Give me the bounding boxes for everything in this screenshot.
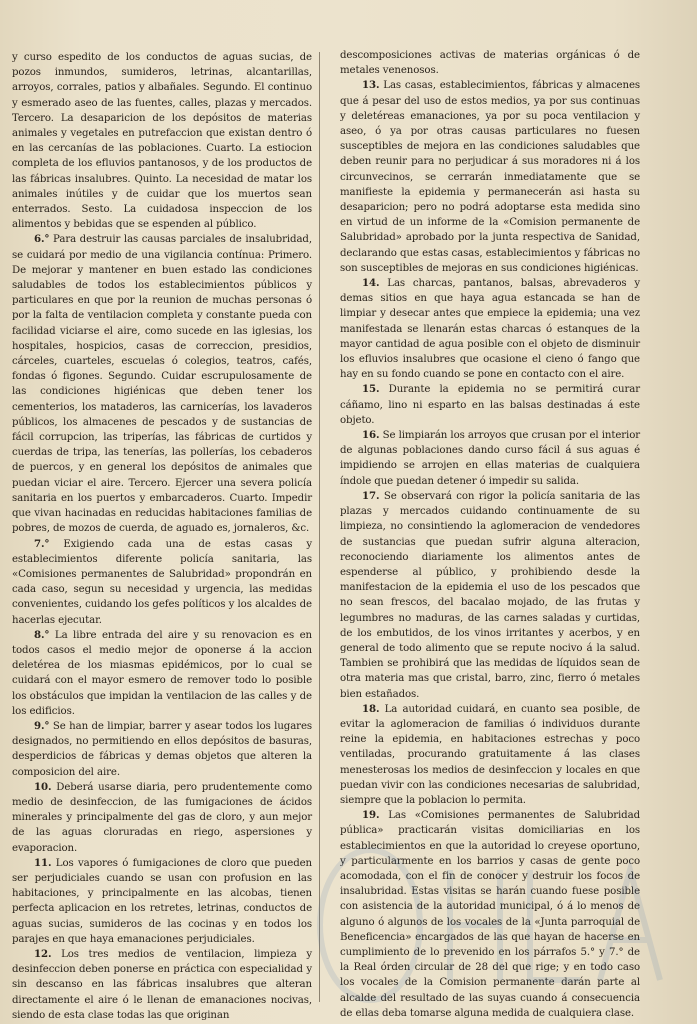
paragraph-continuation: descomposiciones activas de materias orgánicas ó de metales venenosos. — [340, 50, 640, 77]
paragraph-number: 7.° — [34, 537, 50, 550]
paragraph-number: 9.° — [34, 719, 50, 732]
paragraph-number: 15. — [362, 383, 380, 396]
paragraph-number: 13. — [362, 79, 380, 92]
paragraph-number: 17. — [362, 489, 380, 502]
paragraph-6: 6.° Para destruir las causas parciales de insalubridad, se cuidará por medio de una vigilancia contínua: Primero. De mejorar y mantener en buen estado las condiciones saludables de todos los establecimientos públicos y particulares en que por la reunion de muchas personas ó por la falta de ventilacion completa y constante pueda con facilidad viciarse el aire, como sucede en las iglesias, los hospitales, hospicios, casas de correccion, presidios, cárceles, cuarteles, escuelas ó colegios, teatros, cafés, fondas ó figones. Segundo. Cuidar escrupulosamente de las condiciones higiénicas que deben tener los cementerios, los mataderos, las carnicerías, los lavaderos públicos, los almacenes de pescados y de sustancias de fácil corrupcion, las triperías, las fábricas de curtidos y cuerdas de tripa, las tenerías, las pollerías, los cebaderos de puercos, y en general los depósitos de animales que puedan viciar el aire. Tercero. Ejercer una severa policía sanitaria en los puertos y embarcaderos. Cuarto. Impedir que vivan hacinadas en reducidas habitaciones familias de pobres, de mozos de cuerda, de aguado es, jornaleros, &c. — [12, 233, 312, 535]
paragraph-8: 8.° La libre entrada del aire y su renovacion es en todos casos el medio mejor de oponerse á la accion deletérea de los miasmas epidémicos, por lo cual se cuidará con el mayor esmero de remover todo lo posible los obstáculos que impidan la ventilacion de las calles y de los edificios. — [12, 628, 312, 717]
paragraph-number: 14. — [362, 277, 380, 290]
paragraph-13: 13. Las casas, establecimientos, fábricas y almacenes que á pesar del uso de estos medios, ya por sus continuas y deletéreas emanaciones, ya por su poca ventilacion y aseo, ó ya por otras causas particulares no fuesen susceptibles de mejora en las condiciones saludables que deben reunir para no perjudicar á sus moradores ni á los circunvecinos, se cerrarán inmediatamente que se manifieste la epidemia y permanecerán asi hasta su desaparicion; pero no podrá adoptarse esta medida sino en virtud de un informe de la «Comision permanente de Salubridad» aprobado por la junta respectiva de Sanidad, declarando que estas casas, establecimientos y fábricas no son susceptibles de mejoras en sus condiciones higiénicas. — [340, 79, 641, 274]
paragraph-17: 17. Se observará con rigor la policía sanitaria de las plazas y mercados cuidando continuamente de su limpieza, no consintiendo la aglomeracion de vendedores de sustancias que puedan sufrir alguna alteracion, reconociendo diariamente los alimentos antes de espenderse al público, y prohibiendo desde la manifestacion de la epidemia el uso de los pescados que no sean frescos, del bacalao mojado, de las frutas y legumbres no maduras, de las carnes saladas y curtidas, de los embutidos, de los vinos irritantes y acerbos, y en general de todo alimento que se repute nocivo á la salud. Tambien se prohibirá que las medidas de líquidos sean de otra materia mas que cristal, barro, zinc, fierro ó metales bien estañados. — [340, 489, 640, 700]
paragraph-number: 8.° — [34, 628, 50, 641]
paragraph-16: 16. Se limpiarán los arroyos que crusan por el interior de algunas poblaciones dando curso fácil á sus aguas é impidiendo se arrojen en ellas materias de cualquiera índole que puedan detener ó impedir su salida. — [340, 429, 641, 487]
paragraph-12: 12. Los tres medios de ventilacion, limpieza y desinfeccion deben ponerse en práctica con especialidad y sin descanso en las fábricas insalubres que alteran directamente el aire ó le llenan de emanaciones nocivas, siendo de esta clase todas las que originan — [12, 947, 312, 1021]
paragraph-18: 18. La autoridad cuidará, en cuanto sea posible, de evitar la aglomeracion de familias ó individuos durante reine la epidemia, en habitaciones estrechas y poco ventiladas, procurando gratuitamente á las clases menesterosas los medios de desinfeccion y locales en que puedan vivir con las condiciones necesarias de salubridad, siempre que la poblacion lo permita. — [340, 702, 641, 806]
paragraph-number: 12. — [34, 947, 52, 960]
paragraph-19: 19. Las «Comisiones permanentes de Salubridad pública» practicarán visitas domiciliarias en los establecimientos en que la autoridad lo creyese oportuno, y particularmente en los barrios y casas de gente poco acomodada, con el fin de conocer y destruir los focos de insalubridad. Estas visitas se harán cuando fuese posible con asistencia de la autoridad municipal, ó á lo menos de alguno ó algunos de los vocales de la «Junta parroquial de Beneficencia» encargados de las que hayan de hacerse en cumplimiento de lo prevenido en los párrafos 5.° y 7.° de la Real órden circular de 28 del que rige; y en todo caso los vocales de la Comision permanente darán parte al alcalde del resultado de las suyas cuando á consecuencia de ellas deba tomarse alguna medida de cualquiera clase. — [340, 809, 640, 1019]
paragraph-number: 10. — [34, 780, 52, 793]
paragraph-10: 10. Deberá usarse diaria, pero prudentemente como medio de desinfeccion, de las fumigaciones de ácidos minerales y principalmente del gas de cloro, y aun mejor de las aguas cloruradas en riego, aspersiones y evaporacion. — [12, 780, 312, 854]
paragraph-number: 11. — [34, 856, 52, 869]
paragraph-11: 11. Los vapores ó fumigaciones de cloro que pueden ser perjudiciales cuando se usan con profusion en las habitaciones, y principalmente en las alcobas, tienen perfecta aplicacion en los retretes, letrinas, conductos de aguas sucias, sumideros de las cocinas y en todos los parajes en que haya emanaciones perjudiciales. — [12, 856, 312, 945]
left-column — [12, 50, 313, 1021]
paragraph-7: 7.° Exigiendo cada una de estas casas y establecimientos diferente policía sanitaria, las «Comisiones permanentes de Salubridad» propondrán en cada caso, segun su necesidad y urgencia, las medidas convenientes, cuidando los gefes políticos y los alcaldes de hacerlas ejecutar. — [12, 537, 313, 626]
paragraph-15: 15. Durante la epidemia no se permitirá curar cáñamo, lino ni esparto en las balsas destinadas á este objeto. — [340, 383, 640, 426]
paragraph-number: 16. — [362, 429, 380, 442]
paragraph-14: 14. Las charcas, pantanos, balsas, abrevaderos y demas sitios en que haya agua estancada se han de limpiar y desecar antes que empiece la epidemia; una vez manifestada se llenarán estas charcas ó estanques de la mayor cantidad de agua posible con el objeto de disminuir los efluvios insalubres que ocasione el cieno ó fango que hay en su fondo cuando se pone en contacto con el aire. — [340, 277, 641, 381]
paragraph-9: 9.° Se han de limpiar, barrer y asear todos los lugares designados, no permitiendo en ellos depósitos de basuras, desperdicios de fábricas y demas objetos que alteren la composicion del aire. — [12, 719, 312, 778]
paragraph-continuation: y curso espedito de los conductos de aguas sucias, de pozos inmundos, sumideros, letrinas, alcantarillas, arroyos, corrales, patios y albañales. Segundo. El continuo y esmerado aseo de las fuentes, calles, plazas y mercados. Tercero. La desaparicion de los depósitos de materias animales y vegetales en putrefaccion que existan dentro ó en las cercanías de las poblaciones. Cuarto. La estiocion completa de los efluvios pantanosos, y de los productos de las fábricas insalubres. Quinto. La necesidad de matar los animales inútiles y de cuidar que los muertos sean enterrados. Sesto. La cuidadosa inspeccion de los alimentos y bebidas que se espenden al público. — [12, 52, 312, 231]
paragraph-number: 18. — [362, 702, 380, 715]
column-divider — [319, 52, 320, 1002]
right-column — [340, 48, 641, 1019]
paragraph-number: 19. — [362, 809, 380, 822]
paragraph-number: 6.° — [34, 233, 50, 246]
